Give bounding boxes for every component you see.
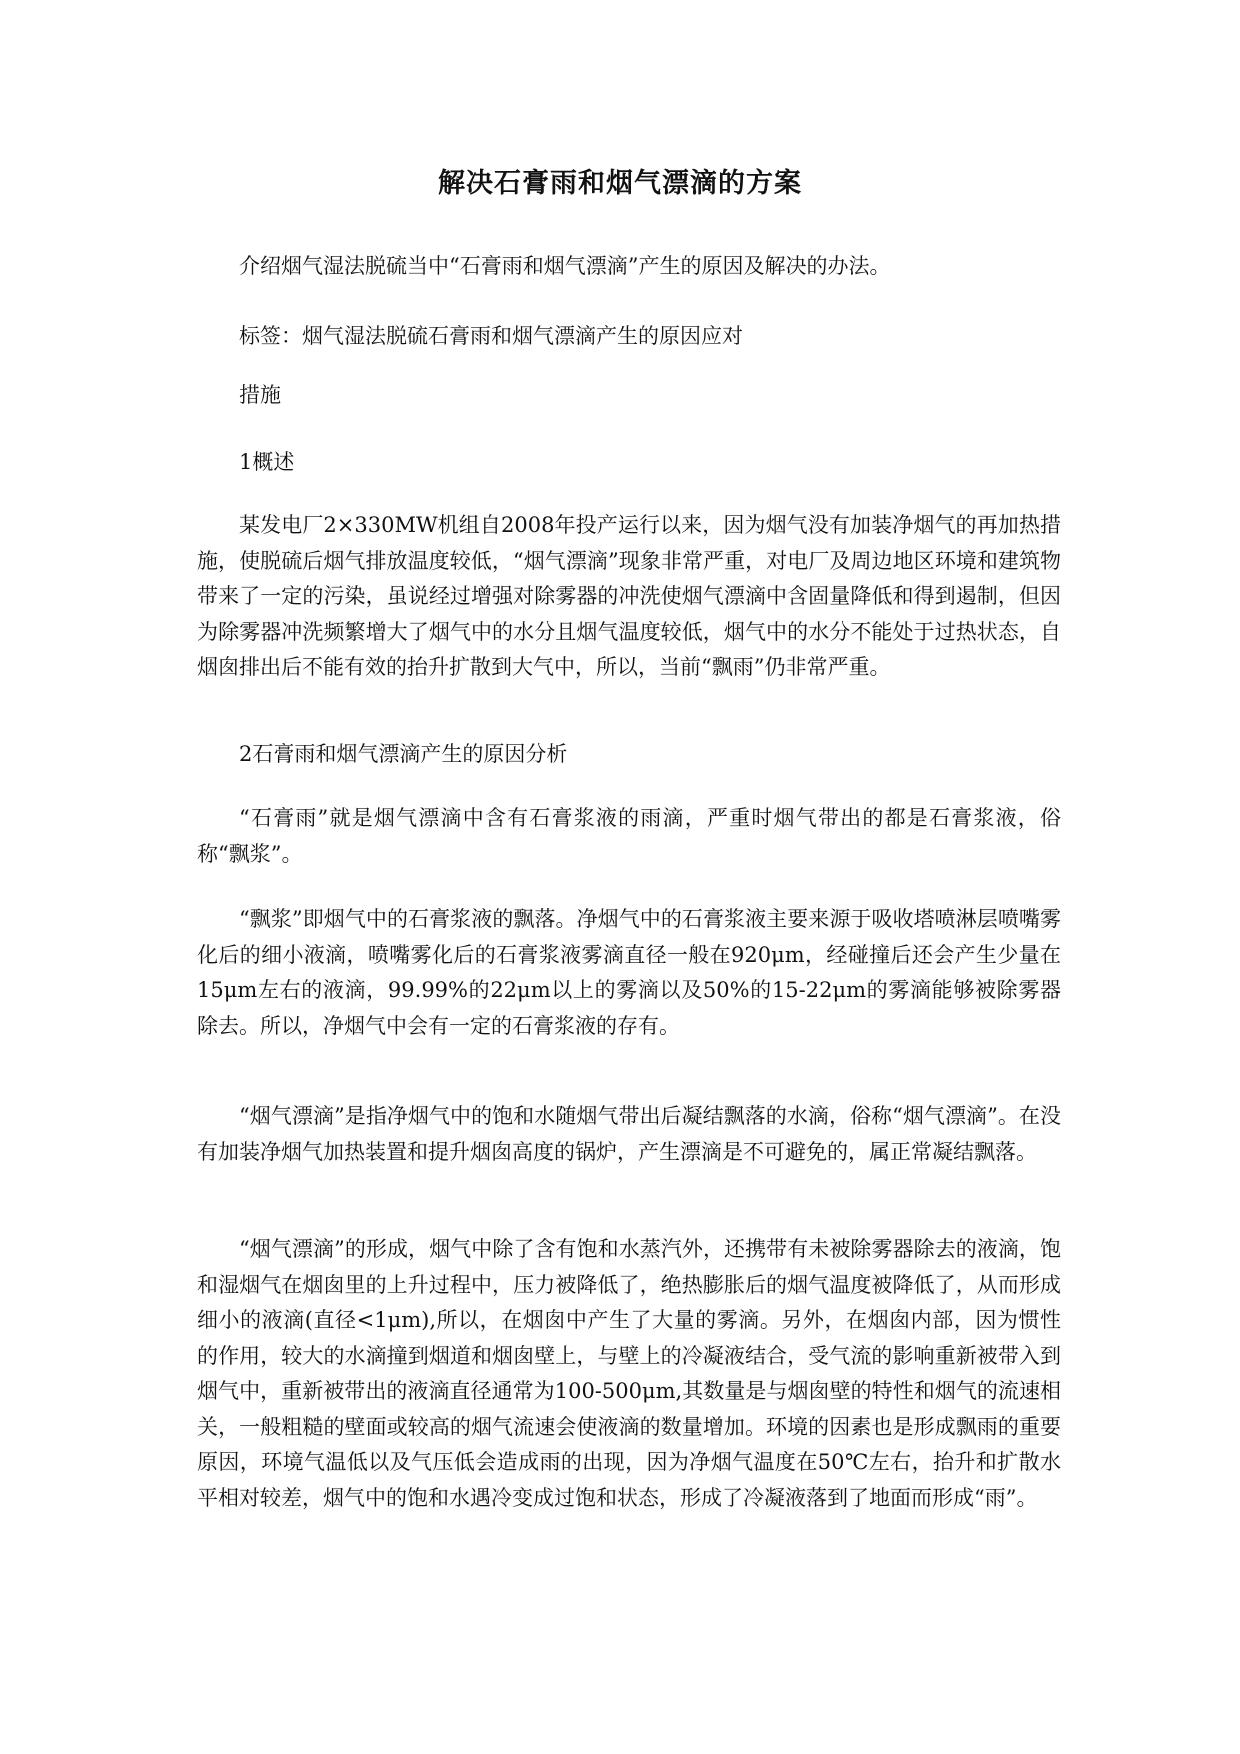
paragraph-flue-gas-droplets: “烟气漂滴”是指净烟气中的饱和水随烟气带出后凝结飘落的水滴，俗称“烟气漂滴”。在没有加装净烟气加热装置和提升烟囱高度的锅炉，产生漂滴是不可避免的，属正常凝结飘落。 [197,1104,1061,1164]
paragraph-overview: 某发电厂2×330MW机组自2008年投产运行以来，因为烟气没有加装净烟气的再加热措施，使脱硫后烟气排放温度较低，“烟气漂滴”现象非常严重，对电厂及周边地区环境和建筑物带来了一定的污染，虽说经过增强对除雾器的冲洗使烟气漂滴中含固量降低和得到遏制，但因为除雾器冲洗频繁增大了烟气中的水分且烟气温度较低，烟气中的水分不能处于过热状态，自烟囱排出后不能有效的抬升扩散到大气中，所以，当前“飘雨”仍非常严重。 [197,513,1061,679]
paragraph-droplet-formation: “烟气漂滴”的形成，烟气中除了含有饱和水蒸汽外，还携带有未被除雾器除去的液滴，饱和湿烟气在烟囱里的上升过程中，压力被降低了，绝热膨胀后的烟气温度被降低了，从而形成细小的液滴(直径<1μm),所以，在烟囱中产生了大量的雾滴。另外，在烟囱内部，因为惯性的作用，较大的水滴撞到烟道和烟囱壁上，与壁上的冷凝液结合，受气流的影响重新被带入到烟气中，重新被带出的液滴直径通常为100-500μm,其数量是与烟囱壁的特性和烟气的流速相关，一般粗糙的壁面或较高的烟气流速会使液滴的数量增加。环境的因素也是形成飘雨的重要原因，环境气温低以及气压低会造成雨的出现，因为净烟气温度在50℃左右，抬升和扩散水平相对较差，烟气中的饱和水遇冷变成过饱和状态，形成了冷凝液落到了地面而形成“雨”。 [197,1237,1061,1510]
paragraph-gypsum-rain: “石膏雨”就是烟气漂滴中含有石膏浆液的雨滴，严重时烟气带出的都是石膏浆液，俗称“飘浆”。 [197,806,1061,866]
tags-line-continued: 措施 [239,383,281,407]
paragraph-slurry: “飘浆”即烟气中的石膏浆液的飘落。净烟气中的石膏浆液主要来源于吸收塔喷淋层喷嘴雾化后的细小液滴，喷嘴雾化后的石膏浆液雾滴直径一般在920μm，经碰撞后还会产生少量在15μm左右的液滴，99.99%的22μm以上的雾滴以及50%的15-22μm的雾滴能够被除雾器除去。所以，净烟气中会有一定的石膏浆液的存有。 [197,907,1061,1038]
section-heading-overview: 1概述 [239,450,295,474]
section-heading-cause-analysis: 2石膏雨和烟气漂滴产生的原因分析 [239,742,568,766]
intro-text: 介绍烟气湿法脱硫当中“石膏雨和烟气漂滴”产生的原因及解决的办法。 [239,254,891,278]
document-title: 解决石膏雨和烟气漂滴的方案 [438,168,802,199]
tags-line: 标签：烟气湿法脱硫石膏雨和烟气漂滴产生的原因应对 [239,324,743,348]
